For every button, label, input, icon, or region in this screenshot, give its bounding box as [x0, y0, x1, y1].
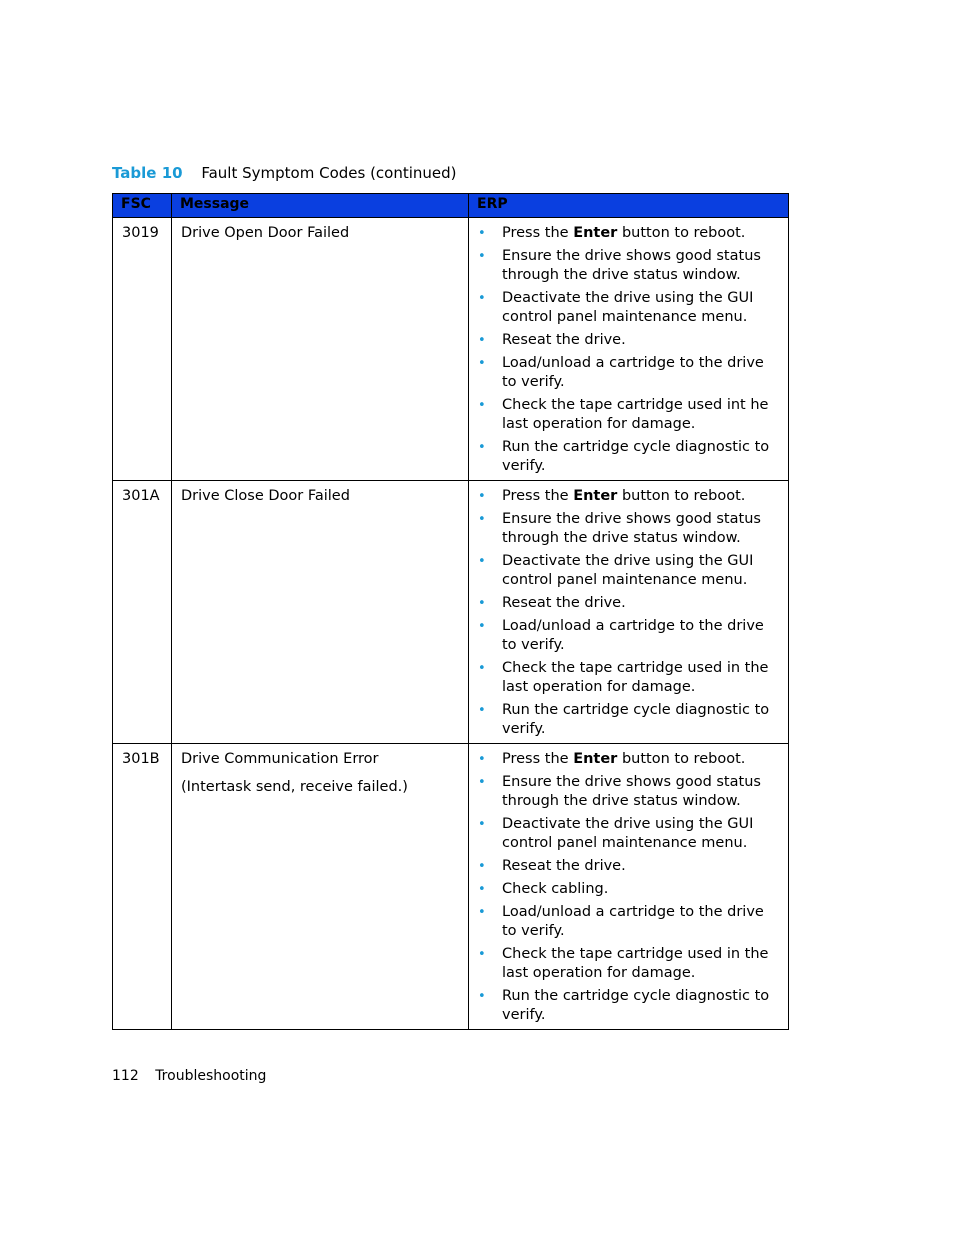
- erp-step: • Load/unload a cartridge to the drive to verify.: [478, 355, 764, 390]
- table-row: [113, 218, 789, 481]
- erp-step: • Deactivate the drive using the GUI control panel maintenance menu.: [478, 553, 754, 588]
- erp-list: [478, 224, 780, 476]
- erp-step: • Deactivate the drive using the GUI control panel maintenance menu.: [478, 816, 754, 851]
- bullet-icon: •: [478, 489, 486, 504]
- bullet-icon: •: [478, 817, 486, 832]
- enter-key-label: Enter: [573, 751, 618, 767]
- erp-step: • Load/unload a cartridge to the drive to verify.: [478, 904, 764, 939]
- bullet-icon: •: [478, 661, 486, 676]
- erp-step: • Load/unload a cartridge to the drive to verify.: [478, 618, 764, 653]
- erp-step: • Reseat the drive.: [478, 858, 626, 874]
- erp-step: • Reseat the drive.: [478, 332, 626, 348]
- erp-step: • Press the Enter button to reboot.: [478, 751, 746, 767]
- erp-step: • Run the cartridge cycle diagnostic to verify.: [478, 439, 770, 474]
- bullet-icon: •: [478, 905, 486, 920]
- fault-symptom-codes-table: [112, 193, 789, 1030]
- bullet-icon: •: [478, 512, 486, 527]
- message-text: Drive Close Door Failed: [181, 488, 350, 504]
- table-caption-label: Table 10: [112, 164, 183, 182]
- page-footer: [112, 1067, 266, 1085]
- bullet-icon: •: [478, 291, 486, 306]
- erp-step: • Ensure the drive shows good status through the drive status window.: [478, 248, 761, 283]
- table-row: [113, 481, 789, 744]
- bullet-icon: •: [478, 440, 486, 455]
- table-row: [113, 744, 789, 1030]
- erp-step: • Ensure the drive shows good status through the drive status window.: [478, 774, 761, 809]
- bullet-icon: •: [478, 703, 486, 718]
- erp-cell: [469, 481, 789, 744]
- erp-step: • Run the cartridge cycle diagnostic to verify.: [478, 702, 770, 737]
- bullet-icon: •: [478, 619, 486, 634]
- message-cell: [172, 218, 469, 481]
- message-cell: [172, 744, 469, 1030]
- table-header-row: [113, 194, 789, 218]
- bullet-icon: •: [478, 249, 486, 264]
- message-note: (Intertask send, receive failed.): [181, 779, 408, 795]
- header-erp: ERP: [469, 194, 789, 218]
- erp-step: • Check the tape cartridge used int he last operation for damage.: [478, 397, 769, 432]
- erp-step: • Reseat the drive.: [478, 595, 626, 611]
- bullet-icon: •: [478, 859, 486, 874]
- header-fsc: FSC: [113, 194, 172, 218]
- bullet-icon: •: [478, 554, 486, 569]
- erp-cell: [469, 218, 789, 481]
- bullet-icon: •: [478, 356, 486, 371]
- bullet-icon: •: [478, 882, 486, 897]
- header-message: Message: [172, 194, 469, 218]
- erp-cell: [469, 744, 789, 1030]
- enter-key-label: Enter: [573, 488, 618, 504]
- bullet-icon: •: [478, 333, 486, 348]
- erp-list: [478, 750, 780, 1025]
- table-caption-title: Fault Symptom Codes (continued): [201, 164, 457, 182]
- fsc-code: 301B: [113, 744, 172, 1030]
- bullet-icon: •: [478, 775, 486, 790]
- bullet-icon: •: [478, 398, 486, 413]
- bullet-icon: •: [478, 752, 486, 767]
- message-text: Drive Communication Error: [181, 751, 379, 767]
- erp-step: • Check cabling.: [478, 881, 609, 897]
- section-name: Troubleshooting: [155, 1068, 267, 1084]
- erp-step: • Press the Enter button to reboot.: [478, 488, 746, 504]
- erp-step: • Ensure the drive shows good status through the drive status window.: [478, 511, 761, 546]
- bullet-icon: •: [478, 947, 486, 962]
- bullet-icon: •: [478, 989, 486, 1004]
- erp-step: • Press the Enter button to reboot.: [478, 225, 746, 241]
- erp-step: • Check the tape cartridge used in the last operation for damage.: [478, 946, 769, 981]
- erp-list: [478, 487, 780, 739]
- erp-step: • Deactivate the drive using the GUI control panel maintenance menu.: [478, 290, 754, 325]
- erp-step: • Run the cartridge cycle diagnostic to verify.: [478, 988, 770, 1023]
- bullet-icon: •: [478, 596, 486, 611]
- message-text: Drive Open Door Failed: [181, 225, 350, 241]
- bullet-icon: •: [478, 226, 486, 241]
- enter-key-label: Enter: [573, 225, 618, 241]
- table-caption: [112, 163, 457, 183]
- fsc-code: 3019: [113, 218, 172, 481]
- erp-step: • Check the tape cartridge used in the last operation for damage.: [478, 660, 769, 695]
- fsc-code: 301A: [113, 481, 172, 744]
- page-number: 112: [112, 1068, 139, 1084]
- message-cell: [172, 481, 469, 744]
